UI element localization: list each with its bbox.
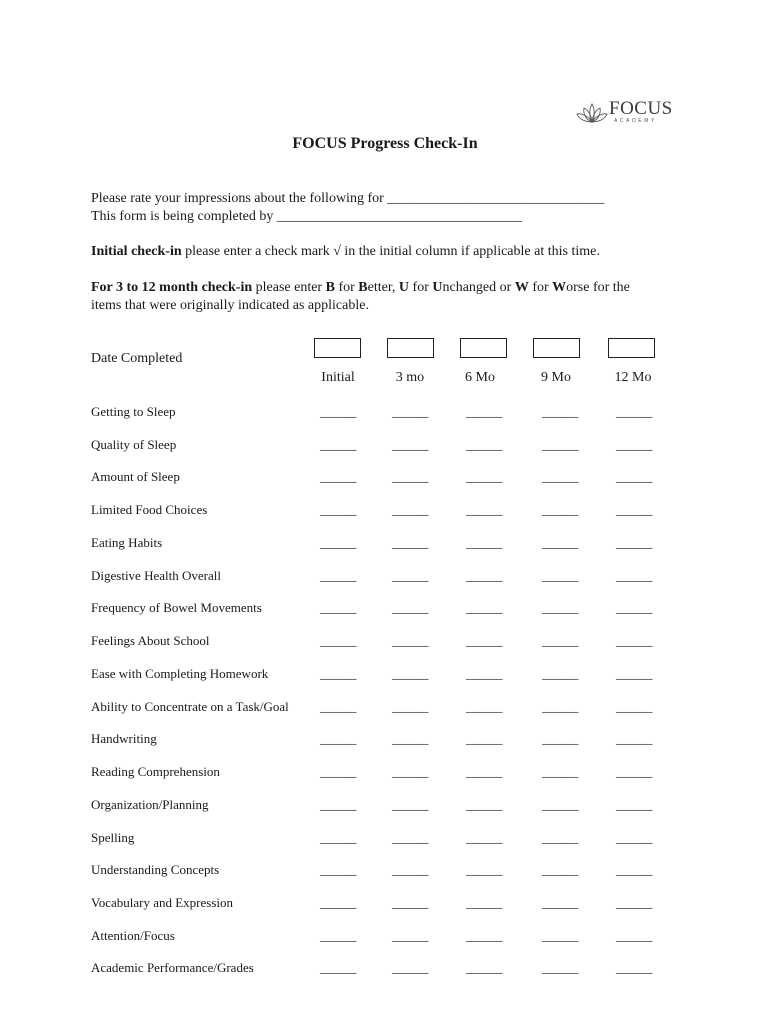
entry-blank-3mo[interactable]: ______ [392, 731, 428, 746]
item-row [0, 927, 770, 945]
entry-blank-12mo[interactable]: ______ [616, 502, 652, 517]
entry-blank-9mo[interactable]: ______ [542, 502, 578, 517]
entry-blank-6mo[interactable]: ______ [466, 862, 502, 877]
entry-blank-6mo[interactable]: ______ [466, 699, 502, 714]
entry-blank-6mo[interactable]: ______ [466, 797, 502, 812]
item-label: Spelling [91, 830, 135, 845]
entry-blank-9mo[interactable]: ______ [542, 699, 578, 714]
item-label: Limited Food Choices [91, 502, 208, 517]
entry-blank-6mo[interactable]: ______ [466, 764, 502, 779]
initial-instruction-rest: please enter a check mark √ in the initial column if applicable at this time. [181, 244, 600, 259]
intro-rating-blank[interactable]: _______________________________ [387, 191, 605, 206]
entry-blank-initial[interactable]: ______ [320, 535, 356, 550]
entry-blank-12mo[interactable]: ______ [616, 568, 652, 583]
item-label: Understanding Concepts [91, 862, 220, 877]
entry-blank-3mo[interactable]: ______ [392, 568, 428, 583]
item-row [0, 468, 770, 486]
item-label: Academic Performance/Grades [91, 960, 254, 975]
item-row [0, 698, 770, 716]
entry-blank-6mo[interactable]: ______ [466, 600, 502, 615]
item-row [0, 665, 770, 683]
column-header-3mo: 3 mo [395, 370, 425, 385]
entry-blank-3mo[interactable]: ______ [392, 502, 428, 517]
entry-blank-12mo[interactable]: ______ [616, 960, 652, 975]
item-row [0, 861, 770, 879]
entry-blank-initial[interactable]: ______ [320, 600, 356, 615]
date-box-initial[interactable] [314, 338, 361, 358]
intro-rating-text: Please rate your impressions about the following for [91, 191, 384, 206]
entry-blank-12mo[interactable]: ______ [616, 666, 652, 681]
item-label: Feelings About School [91, 633, 210, 648]
entry-blank-3mo[interactable]: ______ [392, 830, 428, 845]
entry-blank-initial[interactable]: ______ [320, 699, 356, 714]
entry-blank-12mo[interactable]: ______ [616, 895, 652, 910]
entry-blank-6mo[interactable]: ______ [466, 895, 502, 910]
item-row [0, 501, 770, 519]
date-completed-label: Date Completed [91, 351, 183, 366]
item-row [0, 894, 770, 912]
entry-blank-6mo[interactable]: ______ [466, 633, 502, 648]
entry-blank-9mo[interactable]: ______ [542, 895, 578, 910]
entry-blank-12mo[interactable]: ______ [616, 731, 652, 746]
entry-blank-3mo[interactable]: ______ [392, 600, 428, 615]
followup-letter-b: B [358, 280, 368, 295]
followup-letter-b: B [325, 280, 335, 295]
entry-blank-6mo[interactable]: ______ [466, 469, 502, 484]
entry-blank-9mo[interactable]: ______ [542, 928, 578, 943]
entry-blank-initial[interactable]: ______ [320, 928, 356, 943]
logo-wordmark: FOCUS [609, 98, 673, 119]
entry-blank-9mo[interactable]: ______ [542, 568, 578, 583]
entry-blank-9mo[interactable]: ______ [542, 960, 578, 975]
item-row [0, 829, 770, 847]
entry-blank-12mo[interactable]: ______ [616, 600, 652, 615]
item-row [0, 534, 770, 552]
followup-instruction-line2: items that were originally indicated as applicable. [91, 298, 369, 313]
entry-blank-initial[interactable]: ______ [320, 568, 356, 583]
intro-line-rating [91, 190, 604, 208]
followup-text: please enter [252, 280, 326, 295]
entry-blank-3mo[interactable]: ______ [392, 764, 428, 779]
item-label: Amount of Sleep [91, 469, 180, 484]
entry-blank-12mo[interactable]: ______ [616, 535, 652, 550]
followup-letter-w: W [552, 280, 567, 295]
entry-blank-3mo[interactable]: ______ [392, 437, 428, 452]
entry-blank-6mo[interactable]: ______ [466, 535, 502, 550]
item-row [0, 436, 770, 454]
intro-completed-by-blank[interactable]: ___________________________________ [276, 209, 522, 224]
item-label: Digestive Health Overall [91, 568, 221, 583]
column-header-9mo: 9 Mo [541, 370, 571, 385]
item-label: Quality of Sleep [91, 437, 177, 452]
initial-instruction-bold: Initial check-in [91, 244, 182, 259]
entry-blank-3mo[interactable]: ______ [392, 469, 428, 484]
entry-blank-12mo[interactable]: ______ [616, 404, 652, 419]
item-label: Ability to Concentrate on a Task/Goal [91, 699, 289, 714]
followup-letter-w: W [514, 280, 529, 295]
entry-blank-initial[interactable]: ______ [320, 830, 356, 845]
entry-blank-3mo[interactable]: ______ [392, 895, 428, 910]
entry-blank-9mo[interactable]: ______ [542, 731, 578, 746]
entry-blank-6mo[interactable]: ______ [466, 437, 502, 452]
entry-blank-12mo[interactable]: ______ [616, 764, 652, 779]
followup-text: orse for the [566, 280, 630, 295]
followup-letter-u: U [432, 280, 443, 295]
lotus-icon [576, 101, 608, 125]
item-label: Reading Comprehension [91, 764, 220, 779]
entry-blank-12mo[interactable]: ______ [616, 830, 652, 845]
date-box-9mo[interactable] [533, 338, 580, 358]
entry-blank-initial[interactable]: ______ [320, 666, 356, 681]
followup-text: for [528, 280, 553, 295]
entry-blank-initial[interactable]: ______ [320, 797, 356, 812]
entry-blank-initial[interactable]: ______ [320, 502, 356, 517]
item-row [0, 599, 770, 617]
intro-line-completed-by [91, 208, 522, 226]
entry-blank-12mo[interactable]: ______ [616, 699, 652, 714]
item-row [0, 763, 770, 781]
entry-blank-6mo[interactable]: ______ [466, 830, 502, 845]
item-label: Ease with Completing Homework [91, 666, 269, 681]
entry-blank-9mo[interactable]: ______ [542, 404, 578, 419]
entry-blank-12mo[interactable]: ______ [616, 437, 652, 452]
entry-blank-3mo[interactable]: ______ [392, 404, 428, 419]
entry-blank-initial[interactable]: ______ [320, 764, 356, 779]
followup-text: for [334, 280, 359, 295]
entry-blank-9mo[interactable]: ______ [542, 830, 578, 845]
followup-text: nchanged or [442, 280, 515, 295]
entry-blank-initial[interactable]: ______ [320, 895, 356, 910]
item-row [0, 796, 770, 814]
entry-blank-3mo[interactable]: ______ [392, 862, 428, 877]
entry-blank-9mo[interactable]: ______ [542, 600, 578, 615]
entry-blank-6mo[interactable]: ______ [466, 666, 502, 681]
column-header-12mo: 12 Mo [614, 370, 652, 385]
item-label: Attention/Focus [91, 928, 175, 943]
followup-bold-lead: For 3 to 12 month check-in [91, 280, 253, 295]
entry-blank-initial[interactable]: ______ [320, 960, 356, 975]
entry-blank-6mo[interactable]: ______ [466, 928, 502, 943]
followup-text: etter, [367, 280, 399, 295]
entry-blank-3mo[interactable]: ______ [392, 633, 428, 648]
entry-blank-6mo[interactable]: ______ [466, 404, 502, 419]
followup-text: for [409, 280, 433, 295]
entry-blank-initial[interactable]: ______ [320, 633, 356, 648]
entry-blank-9mo[interactable]: ______ [542, 469, 578, 484]
page-title: FOCUS Progress Check-In [292, 135, 478, 152]
entry-blank-initial[interactable]: ______ [320, 437, 356, 452]
followup-letter-u: U [398, 280, 410, 295]
entry-blank-initial[interactable]: ______ [320, 731, 356, 746]
entry-blank-9mo[interactable]: ______ [542, 666, 578, 681]
date-box-12mo[interactable] [608, 338, 655, 358]
entry-blank-12mo[interactable]: ______ [616, 928, 652, 943]
item-label: Vocabulary and Expression [91, 895, 234, 910]
column-header-6mo: 6 Mo [465, 370, 495, 385]
entry-blank-initial[interactable]: ______ [320, 404, 356, 419]
entry-blank-9mo[interactable]: ______ [542, 633, 578, 648]
entry-blank-3mo[interactable]: ______ [392, 666, 428, 681]
entry-blank-3mo[interactable]: ______ [392, 928, 428, 943]
entry-blank-initial[interactable]: ______ [320, 469, 356, 484]
focus-academy-logo [576, 99, 676, 127]
entry-blank-12mo[interactable]: ______ [616, 862, 652, 877]
item-label: Handwriting [91, 731, 157, 746]
followup-instruction [91, 279, 630, 297]
entry-blank-3mo[interactable]: ______ [392, 699, 428, 714]
column-header-initial: Initial [321, 370, 355, 385]
entry-blank-6mo[interactable]: ______ [466, 502, 502, 517]
date-box-3mo[interactable] [387, 338, 434, 358]
date-box-6mo[interactable] [460, 338, 507, 358]
item-label: Getting to Sleep [91, 404, 176, 419]
entry-blank-initial[interactable]: ______ [320, 862, 356, 877]
entry-blank-9mo[interactable]: ______ [542, 862, 578, 877]
entry-blank-6mo[interactable]: ______ [466, 731, 502, 746]
entry-blank-6mo[interactable]: ______ [466, 960, 502, 975]
entry-blank-6mo[interactable]: ______ [466, 568, 502, 583]
entry-blank-9mo[interactable]: ______ [542, 797, 578, 812]
entry-blank-12mo[interactable]: ______ [616, 469, 652, 484]
item-row [0, 730, 770, 748]
intro-completed-by-text: This form is being completed by [91, 209, 274, 224]
item-label: Organization/Planning [91, 797, 209, 812]
entry-blank-9mo[interactable]: ______ [542, 437, 578, 452]
entry-blank-9mo[interactable]: ______ [542, 535, 578, 550]
item-row [0, 403, 770, 421]
initial-instruction [91, 243, 600, 261]
entry-blank-3mo[interactable]: ______ [392, 797, 428, 812]
entry-blank-3mo[interactable]: ______ [392, 960, 428, 975]
entry-blank-12mo[interactable]: ______ [616, 633, 652, 648]
entry-blank-12mo[interactable]: ______ [616, 797, 652, 812]
item-row [0, 567, 770, 585]
item-label: Eating Habits [91, 535, 163, 550]
logo-tagline: ACADEMY [614, 118, 657, 124]
item-row [0, 959, 770, 977]
item-label: Frequency of Bowel Movements [91, 600, 262, 615]
entry-blank-3mo[interactable]: ______ [392, 535, 428, 550]
item-row [0, 632, 770, 650]
entry-blank-9mo[interactable]: ______ [542, 764, 578, 779]
